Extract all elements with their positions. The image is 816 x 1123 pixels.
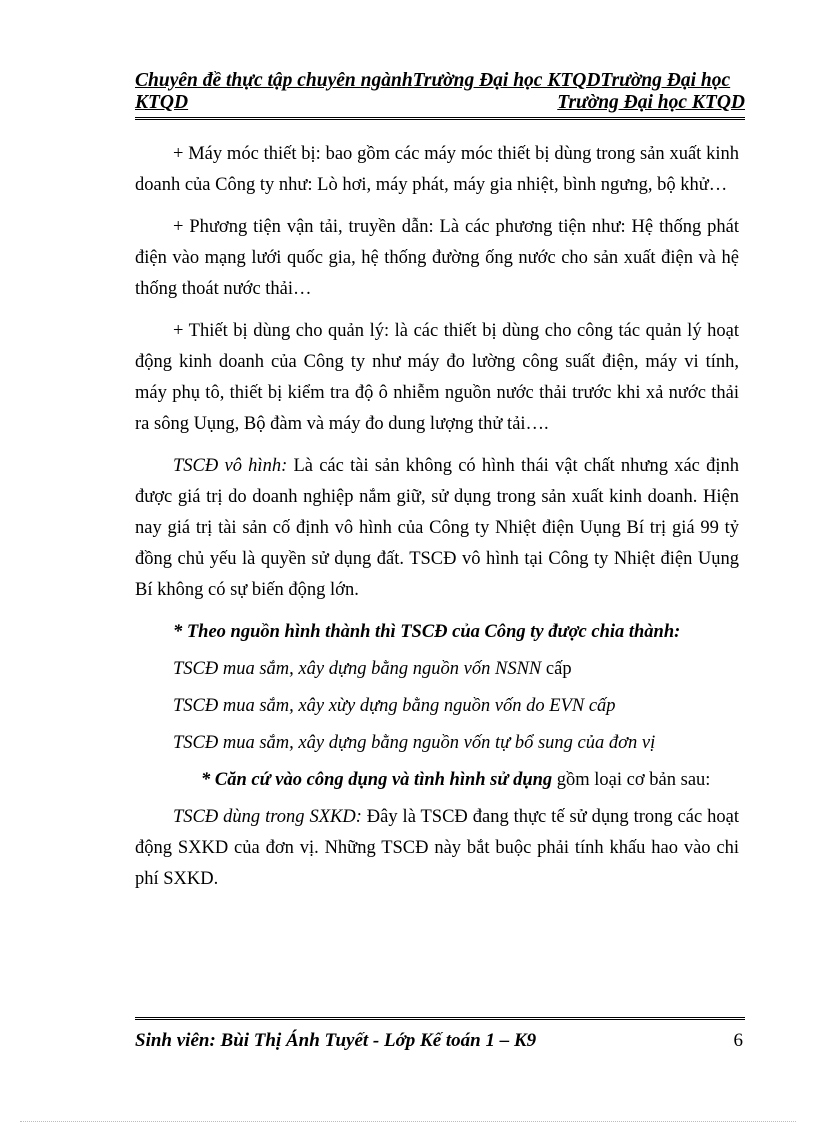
page-edge-divider — [20, 1121, 796, 1122]
header-left: KTQD — [135, 92, 189, 113]
paragraph-management-equipment: + Thiết bị dùng cho quản lý: là các thiết bị dùng cho công tác quản lý hoạt động kinh doanh của Công ty như máy đo lường công suất điện, máy vi tính, máy phụ tô, thiết bị kiểm tra độ ô nhiễm nguồn nước thải trước khi xả nước thải ra sông Uụng, Bộ đàm và máy đo dung lượng thử tải…. — [135, 321, 739, 434]
footer-author: Sinh viên: Bùi Thị Ánh Tuyết - Lớp Kế toán 1 – K9 — [135, 1030, 537, 1051]
header-title: Chuyên đề thực tập chuyên ngànhTrường Đại học KTQDTrường Đại học — [135, 70, 731, 91]
paragraph-production-assets — [135, 802, 739, 895]
list-item: TSCĐ mua sắm, xây xừy dựng bằng nguồn vốn do EVN cấp — [173, 696, 616, 716]
footer-divider — [135, 1017, 745, 1020]
heading-usage-classification — [135, 765, 739, 802]
page-number: 6 — [733, 1030, 743, 1051]
intangible-text: Là các tài sản không có hình thái vật chất nhưng xác định được giá trị do doanh nghiệp nắm giữ, sử dụng trong sản xuất kinh doanh. Hiện nay giá trị tài sản cố định vô hình của Công ty Nhiệt điện Uụng Bí trị giá 99 tỷ đồng chủ yếu là quyền sử dụng đất. TSCĐ vô hình tại Công ty Nhiệt điện Uụng Bí không có sự biến động lớn. — [135, 456, 739, 600]
list-item-text: TSCĐ mua sắm, xây dựng bằng nguồn vốn NSNN — [173, 659, 542, 679]
header-right: Trường Đại học KTQD — [557, 92, 745, 113]
intangible-label: TSCĐ vô hình: — [173, 456, 288, 476]
page-header — [135, 70, 745, 114]
header-divider — [135, 117, 745, 120]
production-label: TSCĐ dùng trong SXKD: — [173, 807, 362, 827]
list-item: TSCĐ mua sắm, xây dựng bằng nguồn vốn tự bổ sung của đơn vị — [173, 733, 656, 753]
paragraph-intangible-assets — [135, 451, 739, 606]
heading-source-classification: * Theo nguồn hình thành thì TSCĐ của Công ty được chia thành: — [173, 622, 681, 642]
header-subtitle — [135, 92, 745, 114]
list-item-tail: cấp — [541, 659, 572, 679]
heading-usage-tail: gồm loại cơ bản sau: — [552, 770, 711, 790]
paragraph-transport: + Phương tiện vận tải, truyền dẫn: Là các phương tiện như: Hệ thống phát điện vào mạng lưới quốc gia, hệ thống đường ống nước cho sản xuất điện và hệ thống thoát nước thải… — [135, 217, 739, 299]
production-text: Đây là TSCĐ đang thực tế sử dụng trong các hoạt động SXKD của đơn vị. Những TSCĐ này bắt buộc phải tính khấu hao vào chi phí SXKD. — [135, 807, 739, 889]
heading-usage-bold: * Căn cứ vào công dụng và tình hình sử dụng — [201, 770, 553, 790]
list-item — [135, 654, 739, 691]
paragraph-machinery: + Máy móc thiết bị: bao gồm các máy móc thiết bị dùng trong sản xuất kinh doanh của Công ty như: Lò hơi, máy phát, máy gia nhiệt, bình ngưng, bộ khử… — [135, 144, 739, 195]
document-body — [135, 139, 739, 906]
page-footer — [135, 1030, 745, 1052]
